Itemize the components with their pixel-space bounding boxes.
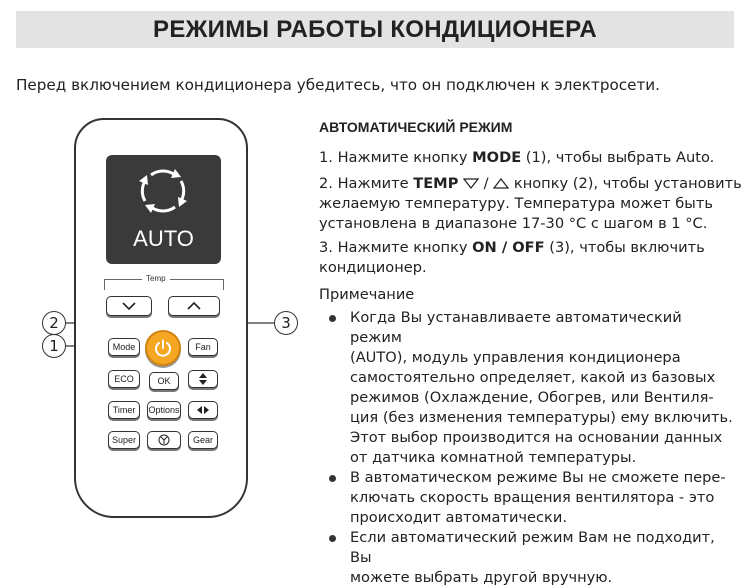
chevron-up-icon bbox=[186, 301, 202, 311]
step-3-line-2: кондиционер. bbox=[319, 259, 427, 276]
bullet-1-line: от датчика комнатной температуры. bbox=[350, 449, 637, 466]
super-button[interactable]: Super bbox=[108, 431, 140, 449]
display-mode-label: AUTO bbox=[133, 226, 194, 251]
mode-key: MODE bbox=[472, 149, 522, 166]
power-button[interactable] bbox=[145, 330, 181, 366]
temp-down-button[interactable] bbox=[106, 296, 152, 316]
bullet-1-line: Когда Вы устанавливаете автоматический режим bbox=[350, 309, 682, 346]
bullet-item bbox=[326, 528, 736, 588]
onoff-key: ON / OFF bbox=[472, 239, 545, 256]
callout-2: 2 bbox=[42, 311, 66, 335]
bullet-1-line: режимов (Охлаждение, Обогрев, или Вентиля- bbox=[350, 389, 714, 406]
mode-button[interactable]: Mode bbox=[108, 338, 140, 356]
bullet-item bbox=[326, 468, 736, 528]
timer-button[interactable]: Timer bbox=[108, 401, 140, 419]
callout-1: 1 bbox=[42, 334, 66, 358]
step-3-text: 3. Нажмите кнопку bbox=[319, 239, 473, 256]
step-2 bbox=[319, 174, 742, 234]
step-2-line-1 bbox=[319, 174, 742, 194]
ok-button[interactable]: OK bbox=[149, 372, 179, 390]
bullet-1-line: ция (без изменения температуры) ему включить. bbox=[350, 409, 733, 426]
arrows-left-right-icon bbox=[197, 406, 209, 414]
step-3-end: (3), чтобы включить bbox=[544, 239, 705, 256]
step-3-line-1 bbox=[319, 238, 705, 258]
bullet-3-line: Если автоматический режим Вам не подходит, Вы bbox=[350, 529, 715, 566]
intro-text: Перед включением кондиционера убедитесь, что он подключен к электросети. bbox=[16, 76, 661, 94]
swing-horizontal-button[interactable] bbox=[188, 401, 218, 419]
bullet-3-line: можете выбрать другой вручную. bbox=[350, 569, 613, 586]
bullet-1-line: Этот выбор производится на основании данных bbox=[350, 429, 723, 446]
remote-control bbox=[74, 118, 248, 518]
remote-display bbox=[106, 155, 221, 264]
note-bullets bbox=[326, 308, 736, 588]
bullet-2-line: ключать скорость вращения вентилятора - это bbox=[350, 489, 715, 506]
chevron-down-icon bbox=[121, 301, 137, 311]
bullet-1-line: (AUTO), модуль управления кондиционера bbox=[350, 349, 681, 366]
fan-button[interactable]: Fan bbox=[188, 338, 218, 356]
step-1-end: (1), чтобы выбрать Auto. bbox=[521, 149, 715, 166]
bullet-1-line: самостоятельно определяет, какой из базовых bbox=[350, 369, 716, 386]
fan-icon bbox=[156, 434, 172, 446]
temp-up-button[interactable] bbox=[168, 296, 220, 316]
triangle-up-icon bbox=[493, 178, 509, 189]
eco-button[interactable]: ECO bbox=[108, 370, 140, 388]
step-2-slash: / bbox=[479, 175, 494, 192]
swing-vertical-button[interactable] bbox=[188, 370, 218, 388]
step-1-text: 1. Нажмите кнопку bbox=[319, 149, 473, 166]
auto-mode-icon bbox=[137, 165, 189, 217]
step-3 bbox=[319, 238, 705, 278]
temp-key: TEMP bbox=[413, 175, 459, 192]
step-2-line-3: установлена в диапазоне 17-30 °C с шагом в 1 °C. bbox=[319, 215, 708, 232]
step-1 bbox=[319, 148, 714, 168]
bullet-2-line: происходит автоматически. bbox=[350, 509, 567, 526]
options-button[interactable]: Options bbox=[147, 401, 181, 419]
callout-3: 3 bbox=[274, 311, 298, 335]
bullet-2-line: В автоматическом режиме Вы не сможете пере- bbox=[350, 469, 726, 486]
page-title: РЕЖИМЫ РАБОТЫ КОНДИЦИОНЕРА bbox=[153, 15, 597, 43]
step-2-line-2: желаемую температуру. Температура может быть bbox=[319, 195, 713, 212]
temp-label: Temp bbox=[142, 274, 170, 283]
section-heading: АВТОМАТИЧЕСКИЙ РЕЖИМ bbox=[319, 119, 513, 135]
step-2-end: кнопку (2), чтобы установить bbox=[509, 175, 742, 192]
dry-button[interactable] bbox=[147, 431, 181, 449]
triangle-down-icon bbox=[463, 178, 479, 189]
bullet-item bbox=[326, 308, 736, 468]
power-icon bbox=[154, 339, 172, 357]
gear-button[interactable]: Gear bbox=[188, 431, 218, 449]
step-2-text: 2. Нажмите bbox=[319, 175, 414, 192]
note-label: Примечание bbox=[319, 286, 415, 303]
arrows-up-down-icon bbox=[199, 373, 207, 385]
